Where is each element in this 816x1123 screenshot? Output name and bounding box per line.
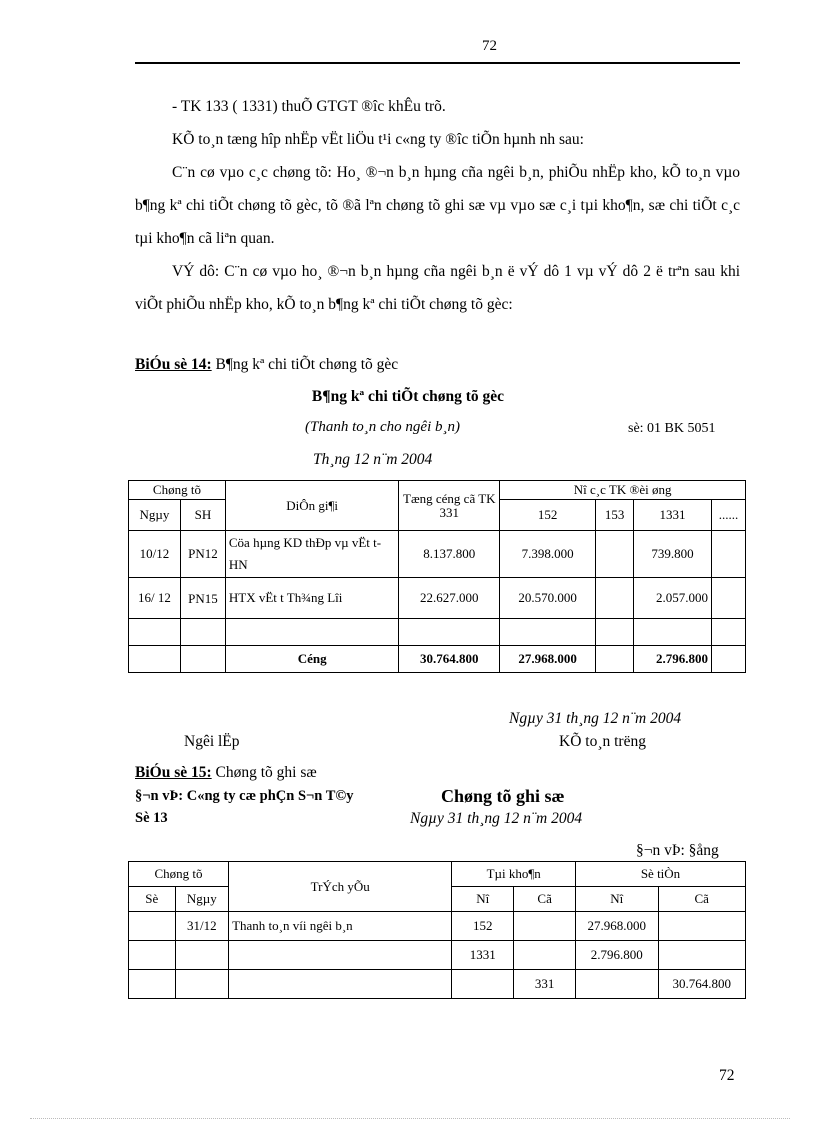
table1-number: sè: 01 BK 5051 — [628, 421, 716, 436]
cell-desc: HTX vËt t Th¾ng Lîi — [225, 578, 398, 619]
paragraph-3: C¨n cø vµo c¸c chøng tõ: Ho¸ ®¬n b¸n hµng cña ngêi b¸n, phiÕu nhËp kho, kÕ to¸n vµo b¶ng kª chi tiÕt chøng tõ gèc, tõ ®ã lªn chøng tõ ghi sæ vµ vµo sæ c¸i tµi kho¶n, sæ chi tiÕt c¸c tµi kho¶n cã liªn quan. — [135, 164, 740, 247]
cell-152: 20.570.000 — [500, 578, 596, 619]
cell-more — [711, 531, 745, 578]
intro-line — [135, 90, 740, 321]
cell-1331: 739.800 — [634, 531, 712, 578]
table-row — [129, 619, 746, 646]
header-acc152: 152 — [500, 500, 596, 531]
paragraph-1: - TK 133 ( 1331) thuÕ GTGT ®îc khÊu trõ. — [172, 98, 446, 115]
header-no: SH — [180, 500, 225, 531]
header-total: Tæng céng cã TK 331 — [399, 481, 500, 531]
journal-voucher-date: Ngµy 31 th¸ng 12 n¨m 2004 — [410, 810, 583, 827]
cell-summary — [229, 941, 452, 970]
cell-desc: Cöa hµng KD thÐp vµ vËt t HN — [225, 531, 398, 578]
cell-summary: Thanh to¸n víi ngêi b¸n — [229, 912, 452, 941]
journal-voucher-title: Chøng tõ ghi sæ — [441, 786, 565, 806]
cell-summary — [229, 970, 452, 999]
total-row — [129, 646, 746, 673]
header-description: DiÔn gi¶i — [225, 481, 398, 531]
header-acc-debit: Nî — [452, 887, 514, 912]
cell-date: 16/ 12 — [129, 578, 181, 619]
header-acc1331: 1331 — [634, 500, 712, 531]
cell-acc-credit — [514, 912, 576, 941]
table1-date: Th¸ng 12 n¨m 2004 — [313, 451, 433, 468]
cell-acc-debit: 152 — [452, 912, 514, 941]
cell-amt-credit — [658, 912, 746, 941]
cell-amt-debit: 2.796.800 — [576, 941, 658, 970]
signature-preparer: Ngêi lËp — [184, 733, 240, 750]
table-header-row — [129, 481, 746, 500]
table2-caption — [135, 764, 317, 782]
cell-date — [175, 941, 229, 970]
table-row — [129, 970, 746, 999]
table-row — [129, 912, 746, 941]
table-row — [129, 578, 746, 619]
cell-153 — [596, 531, 634, 578]
table1-title: B¶ng kª chi tiÕt chøng tõ gèc — [311, 388, 505, 405]
cell-no — [129, 970, 176, 999]
paragraph-4: VÝ dô: C¨n cø vµo ho¸ ®¬n b¸n hµng cña ngêi b¸n ë vÝ dô 1 vµ vÝ dô 2 ë trªn sau khi viÕt phiÕu nhËp kho, kÕ to¸n b¶ng kª chi tiÕt chøng tõ gèc: — [135, 263, 740, 313]
signature-date: Ngµy 31 th¸ng 12 n¨m 2004 — [509, 710, 682, 727]
table1-caption — [135, 356, 398, 374]
journal-voucher-table — [128, 861, 746, 999]
cell-acc-credit — [514, 941, 576, 970]
cell-acc-debit: 1331 — [452, 941, 514, 970]
journal-voucher-number: Sè 13 — [135, 810, 168, 826]
cell-acc-debit — [452, 970, 514, 999]
cell-1331: 2.057.000 — [634, 578, 712, 619]
header-acc153: 153 — [596, 500, 634, 531]
cell-date — [175, 970, 229, 999]
cell-date: 10/12 — [129, 531, 181, 578]
page-number-top: 72 — [482, 38, 497, 54]
header-rule — [135, 62, 740, 64]
cell-total: 8.137.800 — [399, 531, 500, 578]
cell-amt-debit: 27.968.000 — [576, 912, 658, 941]
cell-no: PN12 — [180, 531, 225, 578]
table1-caption-text: B¶ng kª chi tiÕt chøng tõ gèc — [211, 356, 399, 373]
header-amount: Sè tiÒn — [576, 862, 746, 887]
header-amt-credit: Cã — [658, 887, 746, 912]
paragraph-2: KÕ to¸n tæng hîp nhËp vËt liÖu t¹i c«ng ty ®îc tiÕn hµnh nh sau: — [172, 131, 584, 148]
cell-no — [129, 912, 176, 941]
header-summary: TrÝch yÕu — [229, 862, 452, 912]
total-1331: 2.796.800 — [634, 646, 712, 673]
table2-caption-text: Chøng tõ ghi sæ — [211, 764, 317, 781]
table1-subtitle: (Thanh to¸n cho ngêi b¸n) — [305, 419, 460, 435]
cell-date: 31/12 — [175, 912, 229, 941]
header-date: Ngµy — [129, 500, 181, 531]
page-border — [30, 1118, 790, 1119]
table-row — [129, 531, 746, 578]
cell-153 — [596, 578, 634, 619]
header-no: Sè — [129, 887, 176, 912]
total-value: 30.764.800 — [399, 646, 500, 673]
header-voucher: Chøng tõ — [129, 481, 226, 500]
cell-amt-credit: 30.764.800 — [658, 970, 746, 999]
page-number-bottom: 72 — [719, 1067, 735, 1084]
cell-total: 22.627.000 — [399, 578, 500, 619]
unit-name: §¬n vÞ: C«ng ty cæ phÇn S¬n T©y — [135, 788, 354, 804]
table-header-row — [129, 862, 746, 887]
table-row — [129, 941, 746, 970]
cell-no: PN15 — [180, 578, 225, 619]
cell-no — [129, 941, 176, 970]
source-document-table — [128, 480, 746, 673]
header-more: ...... — [711, 500, 745, 531]
cell-acc-credit: 331 — [514, 970, 576, 999]
cell-152: 7.398.000 — [500, 531, 596, 578]
header-debit: Nî c¸c TK ®èi øng — [500, 481, 746, 500]
cell-more — [711, 578, 745, 619]
header-account: Tµi kho¶n — [452, 862, 576, 887]
currency-unit: §¬n vÞ: §ång — [636, 842, 719, 859]
total-label: Céng — [225, 646, 398, 673]
table1-caption-label: BiÓu sè 14: — [135, 356, 212, 373]
signature-chief-accountant: KÕ to¸n trëng — [559, 733, 646, 750]
header-date: Ngµy — [175, 887, 229, 912]
header-acc-credit: Cã — [514, 887, 576, 912]
cell-amt-debit — [576, 970, 658, 999]
table2-caption-label: BiÓu sè 15: — [135, 764, 212, 781]
total-152: 27.968.000 — [500, 646, 596, 673]
header-amt-debit: Nî — [576, 887, 658, 912]
cell-amt-credit — [658, 941, 746, 970]
header-voucher: Chøng tõ — [129, 862, 229, 887]
